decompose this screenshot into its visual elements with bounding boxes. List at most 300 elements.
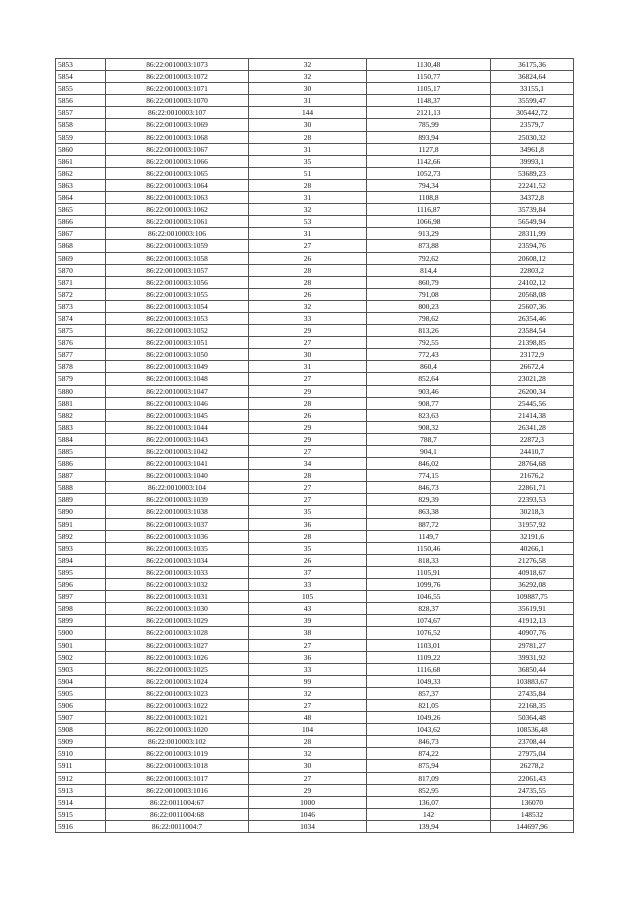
table-row [56,639,574,651]
cadastral-number-cell: 86:22:0010003:104 [106,482,249,494]
table-row [56,228,574,240]
value-cell: 23021,28 [491,373,574,385]
price-cell: 2121,13 [367,107,491,119]
row-number-cell: 5892 [56,530,106,542]
price-cell: 1049,26 [367,712,491,724]
table-row [56,615,574,627]
price-cell: 800,23 [367,300,491,312]
table-row [56,167,574,179]
table-row [56,83,574,95]
value-cell: 25445,56 [491,397,574,409]
count-cell: 105 [249,591,367,603]
table-row [56,216,574,228]
count-cell: 1046 [249,808,367,820]
row-number-cell: 5913 [56,784,106,796]
price-cell: 1049,33 [367,675,491,687]
cadastral-number-cell: 86:22:0010003:1058 [106,252,249,264]
cadastral-number-cell: 86:22:0011004:7 [106,820,249,832]
table-row [56,712,574,724]
table-row [56,325,574,337]
table-row [56,506,574,518]
cadastral-number-cell: 86:22:0010003:1027 [106,639,249,651]
row-number-cell: 5903 [56,663,106,675]
cadastral-number-cell: 86:22:0010003:1063 [106,192,249,204]
cadastral-number-cell: 86:22:0010003:102 [106,736,249,748]
price-cell: 846,73 [367,736,491,748]
price-cell: 813,26 [367,325,491,337]
price-cell: 903,46 [367,385,491,397]
price-cell: 852,95 [367,784,491,796]
table-row [56,687,574,699]
value-cell: 23584,54 [491,325,574,337]
count-cell: 104 [249,724,367,736]
cadastral-number-cell: 86:22:0010003:1071 [106,83,249,95]
count-cell: 27 [249,639,367,651]
table-row [56,675,574,687]
table-row [56,95,574,107]
cadastral-number-cell: 86:22:0010003:1048 [106,373,249,385]
count-cell: 26 [249,409,367,421]
table-row [56,155,574,167]
row-number-cell: 5862 [56,167,106,179]
count-cell: 27 [249,772,367,784]
cadastral-number-cell: 86:22:0011004:68 [106,808,249,820]
count-cell: 32 [249,300,367,312]
value-cell: 39993,1 [491,155,574,167]
row-number-cell: 5899 [56,615,106,627]
value-cell: 50364,48 [491,712,574,724]
price-cell: 1109,22 [367,651,491,663]
table-row [56,699,574,711]
price-cell: 1142,66 [367,155,491,167]
count-cell: 35 [249,506,367,518]
cadastral-number-cell: 86:22:0010003:1044 [106,421,249,433]
table-row [56,71,574,83]
row-number-cell: 5866 [56,216,106,228]
table-row [56,663,574,675]
price-cell: 774,15 [367,470,491,482]
price-cell: 1116,68 [367,663,491,675]
price-cell: 1099,76 [367,579,491,591]
value-cell: 26278,2 [491,760,574,772]
price-cell: 846,73 [367,482,491,494]
row-number-cell: 5881 [56,397,106,409]
cadastral-number-cell: 86:22:0010003:1017 [106,772,249,784]
row-number-cell: 5897 [56,591,106,603]
price-cell: 875,94 [367,760,491,772]
cadastral-number-cell: 86:22:0010003:1021 [106,712,249,724]
value-cell: 26354,46 [491,312,574,324]
price-cell: 818,33 [367,554,491,566]
value-cell: 28311,99 [491,228,574,240]
value-cell: 25030,32 [491,131,574,143]
row-number-cell: 5883 [56,421,106,433]
row-number-cell: 5898 [56,603,106,615]
value-cell: 24410,7 [491,446,574,458]
count-cell: 1000 [249,796,367,808]
cadastral-number-cell: 86:22:0010003:1052 [106,325,249,337]
price-cell: 1074,67 [367,615,491,627]
count-cell: 28 [249,179,367,191]
row-number-cell: 5911 [56,760,106,772]
cadastral-number-cell: 86:22:0010003:1053 [106,312,249,324]
value-cell: 34961,8 [491,143,574,155]
count-cell: 35 [249,155,367,167]
count-cell: 51 [249,167,367,179]
table-row [56,579,574,591]
row-number-cell: 5869 [56,252,106,264]
cadastral-number-cell: 86:22:0010003:1073 [106,59,249,71]
table-row [56,192,574,204]
cadastral-number-cell: 86:22:0010003:1034 [106,554,249,566]
value-cell: 22168,35 [491,699,574,711]
value-cell: 22861,71 [491,482,574,494]
value-cell: 40907,76 [491,627,574,639]
table-row [56,252,574,264]
row-number-cell: 5855 [56,83,106,95]
price-cell: 794,34 [367,179,491,191]
cadastral-number-cell: 86:22:0010003:1040 [106,470,249,482]
value-cell: 34372,8 [491,192,574,204]
row-number-cell: 5901 [56,639,106,651]
cadastral-number-cell: 86:22:0010003:1047 [106,385,249,397]
value-cell: 20608,12 [491,252,574,264]
price-cell: 860,79 [367,276,491,288]
value-cell: 108536,48 [491,724,574,736]
cadastral-number-cell: 86:22:0010003:1020 [106,724,249,736]
count-cell: 36 [249,651,367,663]
value-cell: 103883,67 [491,675,574,687]
cadastral-number-cell: 86:22:0010003:1050 [106,349,249,361]
price-cell: 1150,46 [367,542,491,554]
row-number-cell: 5914 [56,796,106,808]
row-number-cell: 5864 [56,192,106,204]
cadastral-number-cell: 86:22:0010003:1024 [106,675,249,687]
price-cell: 1116,87 [367,204,491,216]
price-cell: 1149,7 [367,530,491,542]
count-cell: 27 [249,240,367,252]
price-cell: 817,09 [367,772,491,784]
price-cell: 908,32 [367,421,491,433]
value-cell: 144697,96 [491,820,574,832]
value-cell: 21414,38 [491,409,574,421]
price-cell: 913,29 [367,228,491,240]
cadastral-number-cell: 86:22:0010003:1067 [106,143,249,155]
row-number-cell: 5861 [56,155,106,167]
count-cell: 32 [249,59,367,71]
value-cell: 23172,9 [491,349,574,361]
count-cell: 144 [249,107,367,119]
price-cell: 788,7 [367,433,491,445]
price-cell: 814,4 [367,264,491,276]
price-cell: 887,72 [367,518,491,530]
value-cell: 24735,55 [491,784,574,796]
value-cell: 41912,13 [491,615,574,627]
row-number-cell: 5885 [56,446,106,458]
value-cell: 22061,43 [491,772,574,784]
cadastral-number-cell: 86:22:0010003:1064 [106,179,249,191]
price-cell: 792,62 [367,252,491,264]
table-row [56,361,574,373]
row-number-cell: 5879 [56,373,106,385]
row-number-cell: 5894 [56,554,106,566]
table-row [56,820,574,832]
cadastral-number-cell: 86:22:0010003:1036 [106,530,249,542]
count-cell: 29 [249,784,367,796]
value-cell: 21398,85 [491,337,574,349]
cadastral-number-cell: 86:22:0010003:1016 [106,784,249,796]
table-row [56,772,574,784]
table-row [56,312,574,324]
value-cell: 22241,52 [491,179,574,191]
count-cell: 31 [249,95,367,107]
count-cell: 99 [249,675,367,687]
value-cell: 22872,3 [491,433,574,445]
price-cell: 893,94 [367,131,491,143]
count-cell: 27 [249,482,367,494]
cadastral-number-cell: 86:22:0010003:1029 [106,615,249,627]
cadastral-number-cell: 86:22:0010003:1022 [106,699,249,711]
table-row [56,288,574,300]
price-cell: 136,07 [367,796,491,808]
value-cell: 305442,72 [491,107,574,119]
row-number-cell: 5873 [56,300,106,312]
count-cell: 29 [249,325,367,337]
price-cell: 874,22 [367,748,491,760]
table-row [56,179,574,191]
count-cell: 38 [249,627,367,639]
value-cell: 24102,12 [491,276,574,288]
count-cell: 27 [249,337,367,349]
row-number-cell: 5902 [56,651,106,663]
count-cell: 1034 [249,820,367,832]
row-number-cell: 5915 [56,808,106,820]
table-row [56,409,574,421]
cadastral-number-cell: 86:22:0010003:1045 [106,409,249,421]
count-cell: 33 [249,579,367,591]
cadastral-number-cell: 86:22:0010003:107 [106,107,249,119]
count-cell: 29 [249,421,367,433]
value-cell: 56549,94 [491,216,574,228]
value-cell: 23708,44 [491,736,574,748]
table-row [56,760,574,772]
table-row [56,566,574,578]
table-row [56,433,574,445]
table-row [56,494,574,506]
price-cell: 1066,98 [367,216,491,228]
value-cell: 22803,2 [491,264,574,276]
price-cell: 791,08 [367,288,491,300]
count-cell: 29 [249,433,367,445]
cadastral-number-cell: 86:22:0010003:1035 [106,542,249,554]
cadastral-number-cell: 86:22:0011004:67 [106,796,249,808]
count-cell: 30 [249,119,367,131]
table-row [56,373,574,385]
count-cell: 28 [249,276,367,288]
table-row [56,470,574,482]
row-number-cell: 5868 [56,240,106,252]
cadastral-number-cell: 86:22:0010003:1019 [106,748,249,760]
price-cell: 904,1 [367,446,491,458]
count-cell: 33 [249,312,367,324]
table-row [56,204,574,216]
row-number-cell: 5880 [56,385,106,397]
row-number-cell: 5856 [56,95,106,107]
value-cell: 27975,04 [491,748,574,760]
table-row [56,808,574,820]
value-cell: 28764,68 [491,458,574,470]
price-cell: 846,02 [367,458,491,470]
count-cell: 28 [249,264,367,276]
value-cell: 35599,47 [491,95,574,107]
price-cell: 821,05 [367,699,491,711]
table-row [56,796,574,808]
cadastral-number-cell: 86:22:0010003:1043 [106,433,249,445]
cadastral-number-cell: 86:22:0010003:1051 [106,337,249,349]
row-number-cell: 5853 [56,59,106,71]
price-cell: 1076,52 [367,627,491,639]
value-cell: 26341,28 [491,421,574,433]
count-cell: 37 [249,566,367,578]
price-cell: 1046,55 [367,591,491,603]
value-cell: 109887,75 [491,591,574,603]
table-row [56,59,574,71]
price-cell: 772,43 [367,349,491,361]
count-cell: 31 [249,143,367,155]
price-cell: 860,4 [367,361,491,373]
cadastral-number-cell: 86:22:0010003:1033 [106,566,249,578]
row-number-cell: 5867 [56,228,106,240]
price-cell: 863,38 [367,506,491,518]
row-number-cell: 5904 [56,675,106,687]
row-number-cell: 5888 [56,482,106,494]
value-cell: 29781,27 [491,639,574,651]
cadastral-number-cell: 86:22:0010003:1041 [106,458,249,470]
row-number-cell: 5857 [56,107,106,119]
row-number-cell: 5859 [56,131,106,143]
cadastral-number-cell: 86:22:0010003:1023 [106,687,249,699]
value-cell: 53689,23 [491,167,574,179]
count-cell: 30 [249,760,367,772]
cadastral-number-cell: 86:22:0010003:1068 [106,131,249,143]
value-cell: 36850,44 [491,663,574,675]
table-row [56,131,574,143]
row-number-cell: 5889 [56,494,106,506]
cadastral-number-cell: 86:22:0010003:1072 [106,71,249,83]
table-row [56,458,574,470]
cadastral-number-cell: 86:22:0010003:1028 [106,627,249,639]
cadastral-number-cell: 86:22:0010003:1039 [106,494,249,506]
count-cell: 30 [249,83,367,95]
count-cell: 32 [249,748,367,760]
count-cell: 26 [249,554,367,566]
table-row [56,397,574,409]
count-cell: 35 [249,542,367,554]
table-row [56,736,574,748]
row-number-cell: 5878 [56,361,106,373]
count-cell: 53 [249,216,367,228]
cadastral-number-cell: 86:22:0010003:1030 [106,603,249,615]
value-cell: 30218,3 [491,506,574,518]
cadastral-number-cell: 86:22:0010003:1031 [106,591,249,603]
cadastral-number-cell: 86:22:0010003:1046 [106,397,249,409]
table-row [56,651,574,663]
value-cell: 26672,4 [491,361,574,373]
cadastral-number-cell: 86:22:0010003:1018 [106,760,249,772]
count-cell: 28 [249,736,367,748]
row-number-cell: 5872 [56,288,106,300]
row-number-cell: 5890 [56,506,106,518]
row-number-cell: 5865 [56,204,106,216]
row-number-cell: 5877 [56,349,106,361]
price-cell: 1127,8 [367,143,491,155]
row-number-cell: 5886 [56,458,106,470]
row-number-cell: 5909 [56,736,106,748]
value-cell: 23579,7 [491,119,574,131]
row-number-cell: 5912 [56,772,106,784]
count-cell: 27 [249,699,367,711]
count-cell: 28 [249,131,367,143]
price-cell: 828,37 [367,603,491,615]
count-cell: 43 [249,603,367,615]
table-row [56,276,574,288]
count-cell: 28 [249,397,367,409]
row-number-cell: 5874 [56,312,106,324]
count-cell: 36 [249,518,367,530]
row-number-cell: 5910 [56,748,106,760]
count-cell: 30 [249,349,367,361]
value-cell: 35619,91 [491,603,574,615]
cadastral-number-cell: 86:22:0010003:1069 [106,119,249,131]
count-cell: 27 [249,373,367,385]
table-row [56,554,574,566]
cadastral-number-cell: 86:22:0010003:1059 [106,240,249,252]
table-row [56,143,574,155]
table-row [56,300,574,312]
value-cell: 21276,58 [491,554,574,566]
count-cell: 32 [249,204,367,216]
table-row [56,240,574,252]
cadastral-number-cell: 86:22:0010003:1061 [106,216,249,228]
value-cell: 40918,67 [491,566,574,578]
count-cell: 32 [249,71,367,83]
cadastral-number-cell: 86:22:0010003:1025 [106,663,249,675]
price-cell: 823,63 [367,409,491,421]
row-number-cell: 5900 [56,627,106,639]
cadastral-number-cell: 86:22:0010003:1032 [106,579,249,591]
count-cell: 34 [249,458,367,470]
value-cell: 33155,1 [491,83,574,95]
price-cell: 873,88 [367,240,491,252]
table-row [56,421,574,433]
value-cell: 36824,64 [491,71,574,83]
value-cell: 21676,2 [491,470,574,482]
row-number-cell: 5884 [56,433,106,445]
price-cell: 908,77 [367,397,491,409]
row-number-cell: 5907 [56,712,106,724]
price-cell: 829,39 [367,494,491,506]
cadastral-value-table [55,58,574,833]
price-cell: 1130,48 [367,59,491,71]
row-number-cell: 5863 [56,179,106,191]
price-cell: 1150,77 [367,71,491,83]
count-cell: 31 [249,228,367,240]
cadastral-number-cell: 86:22:0010003:1070 [106,95,249,107]
table-row [56,603,574,615]
row-number-cell: 5905 [56,687,106,699]
cadastral-number-cell: 86:22:0010003:1065 [106,167,249,179]
row-number-cell: 5858 [56,119,106,131]
